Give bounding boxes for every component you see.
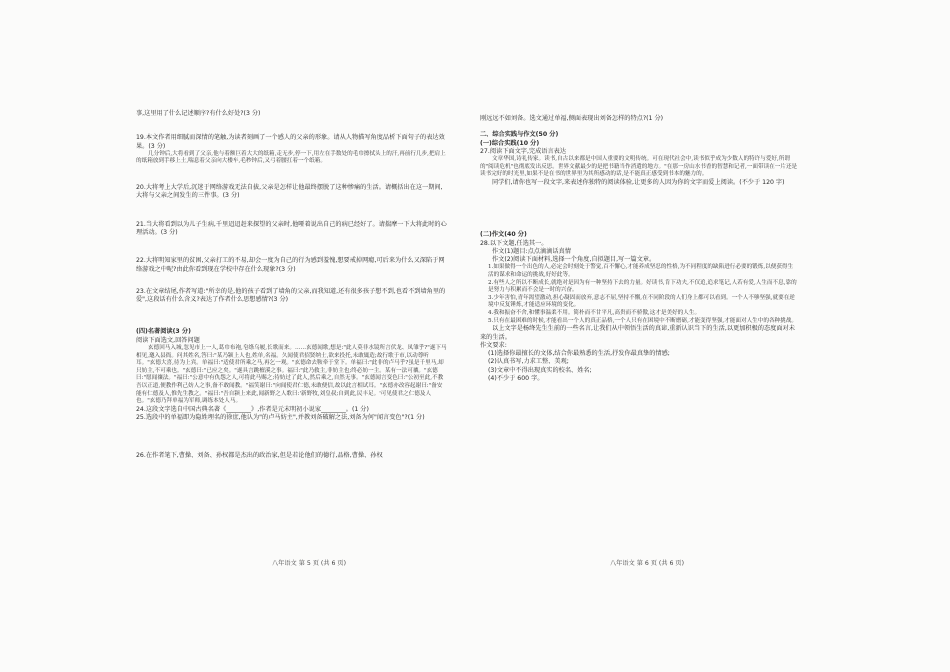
question-27-text: 文章华国,诗礼传家。读书,自古以来都是中国人重要的文明传统。可在现代社会中,读书似乎成为少数人的特许与爱好,所谓的"阅读危机"也彻底发出反思。世界文献最少的是把书籍当作消遣的地方。"在那一房山水书香的智慧和记者,一面带读在一片还是读书完好的时光里,如果不是在书的世界里为其所感动的话,是不能真正感受到书本的魅力的。: [480, 156, 798, 178]
question-22: 22.大将明知家里的贫困,父亲打工的不易,却会一度为自己的行为感到羞愧,想要戒掉网瘾,可后来为什么又深陷于网络游戏之中呢?由此你看到现在学校中存在什么现象?(3 分): [136, 257, 445, 273]
material-summary: 以上文字是杨绛先生生前的一些名言,让我们从中领悟生活的真谛,重新认识当下的生活,以更加积极的态度面对未来的生活。: [480, 325, 795, 341]
page-6-footer: 八年语文 第 6 页 (共 6 页): [610, 560, 685, 567]
quote-list: [480, 264, 798, 325]
question-19: 19.本文作者用细腻而深情的笔触,为读者刻画了一个感人的父亲的形象。请从人物描写角度品析下面句子的表达效果。(3 分): [136, 134, 445, 150]
quote-item: 4.我和振奋不舍,和懂事温柔不用。简朴而不甘平凡,高贵而不骄傲,这才是美好的人生。: [488, 310, 701, 317]
quote-item: 1.如果做得一个出色的人,必定会时刻处于警觉,百不懈心,才能养成坚忍的性格,为不同程度的缺陷进行必要的锻炼,以便获得生活的谋求和命运的挑战,好好此等。: [488, 264, 794, 279]
question-28: 28.以下文题,任选其一。: [480, 239, 548, 247]
question-27-task: 同学们,请你也写一段文字,来表述你独特的阅读体验,让更多的人因为你的文字而爱上阅读。(不少于 120 字): [492, 178, 785, 186]
question-26-tail: 刚远远不如刘备。选文通过单福,侧面表现出刘备怎样的特点?(1 分): [480, 115, 664, 122]
section-2b-title: (二)作文(40 分): [480, 231, 527, 239]
quote-item: 3.少年害怕,青年渴望激动,担心凝固而放弃,意志不屈,坚持不懈,在不同阶段的人们身上都可以看到。一个人不够坚强,就要在逆境中反复锤炼,才能适应环境的变化。: [488, 294, 795, 309]
question-26: 26.在作者笔下,曹操、刘备、孙权都是杰出的政治家,但是若论他们的德行,品格,曹操、孙权: [136, 452, 383, 460]
section-4-title: (四)名著阅读(3 分): [136, 328, 191, 336]
section-2-sub: (一)综合实践(10 分): [480, 139, 540, 147]
question-23: 23.在文章结尾,作者写道:"所幸的是,他的孩子看到了墙角的父亲,而我知道,还有很多孩子想不到,也看不到墙角里的爱",这段话有什么含义?表达了作者什么思想感情?(3 分): [136, 287, 446, 304]
left-column: [136, 110, 448, 461]
quote-item: 5.只有在最困难的时候,才能看出一个人的真正品格,一个人只有在困境中不断磨砺,才能变得坚强,才能面对人生中的各种挑战。: [488, 317, 797, 324]
question-20: 20.大将考上大学后,沉迷于网络游戏无法自拔,父亲是怎样让他最终摆脱了这种惨痛的生活。请概括出在这一期间,大将与父亲之间发生的三件事。(3 分): [136, 184, 443, 200]
essay-topic-2: 作文(2)阅读下面材料,选择一个角度,自拟题目,写一篇文章。: [492, 256, 656, 264]
requirement-item: (4)不少于 600 字。: [488, 374, 544, 382]
question-18-tail: 事,这里用了什么记述顺序?有什么好处?(3 分): [136, 110, 261, 117]
question-19-quote: 几分钟后,大将看到了父亲,他与着额巨着大大的纸箱,走无步,停一下,用左在手数处的毛巾擦拭头上的汗,再前行几步,把肩上的纸箱放到手移上土,喘息着父亲向大楼车,毛秒钟后,又弓着腰扛着一个纸箱。: [136, 150, 446, 165]
requirements-list: [480, 350, 798, 383]
question-25: 25.选段中的单福即为隐姓埋名的徐庶,他认为"的卢马妨主",并教刘备破解之法,刘备为何"闻言变色"?(1 分): [136, 414, 425, 422]
requirement-item: (3)文章中不得出现真实的校名、姓名;: [488, 366, 592, 374]
reading-passage: 玄德回马入城,忽见市上一人,葛巾布袍,皂绦乌履,长歌而来。……玄德闻歌,想是:"此人莫非水镜所言伏龙、凤雏乎?"遂下马相见,邀入县衙。问其姓名,答曰:"某乃颍上人也,姓单,名福。久闻使君招贤纳士,欲来投托,未敢辄造;故行歌于市,以动尊听耳。"玄德大喜,待为上宾。单福曰:"适使君所乘之马,再乞一观。"玄德命去鞍牵于堂下。单福曰:"此非的卢马乎?虽是千里马,却只妨主,不可乘也。"玄德曰:"已应之矣。"遂具言跳檀溪之事。福曰:"此乃救主,非妨主也;终必妨一主。某有一法可禳。"玄德曰:"愿闻禳法。"福曰:"公意中有仇怨之人,可将此马赐之;待妨过了此人,然后乘之,自然无事。"玄德闻言变色曰:"公初至此,不教吾以正道,便教作利己妨人之事,备不敢闻教。"福笑谢曰:"向闻使君仁德,未敢便信,故以此言相试耳。"玄德亦改容起谢曰:"备安能有仁德及人,惟先生教之。"福曰:"吾自颍上来此,闻新野之人歌曰:'新野牧,刘皇叔;自到此,民丰足。'可见使君之仁德及人也。"玄德乃拜单福为军师,调练本处人马。: [136, 345, 447, 405]
section-4-instruction: 阅读下面选文,回答问题: [136, 336, 200, 344]
requirement-item: (1)选择你最擅长的文体,结合你最熟悉的生活,抒发你最真挚的情感;: [488, 350, 670, 358]
question-27: 27.阅读下面文字,完成语言表达: [480, 147, 567, 155]
page-5-footer: 八年语文 第 5 页 (共 6 页): [272, 560, 347, 567]
right-column-content: [480, 115, 798, 383]
quote-item: 2.有些人之所以不断成长,就绝对是因为有一种坚持下去的力量。好读书,肯下功夫,不仅追,追求笔记,人若有爱,人生而不息,靠的是努力与积累而不会是一时的兴奋。: [488, 279, 797, 294]
question-21: 21.当大将看到以为儿子生病,千里迢迢赶来探望的父亲时,他哑着说出自己的病已经好了。请揣摩一下大将此时的心理活动。(3 分): [136, 220, 447, 236]
section-2-title: 二、综合实践与作文(50 分): [480, 131, 559, 139]
requirements-title: 作文要求:: [480, 341, 507, 349]
question-24: 24.这段文字选自中国古典名著《________》,作者是元末明初小说家________。(1 分): [136, 405, 369, 413]
essay-topic-1: 作文(1)题目:点点滴滴话真情: [492, 247, 571, 255]
requirement-item: (2)认真书写,力求工整、美观;: [488, 358, 569, 366]
